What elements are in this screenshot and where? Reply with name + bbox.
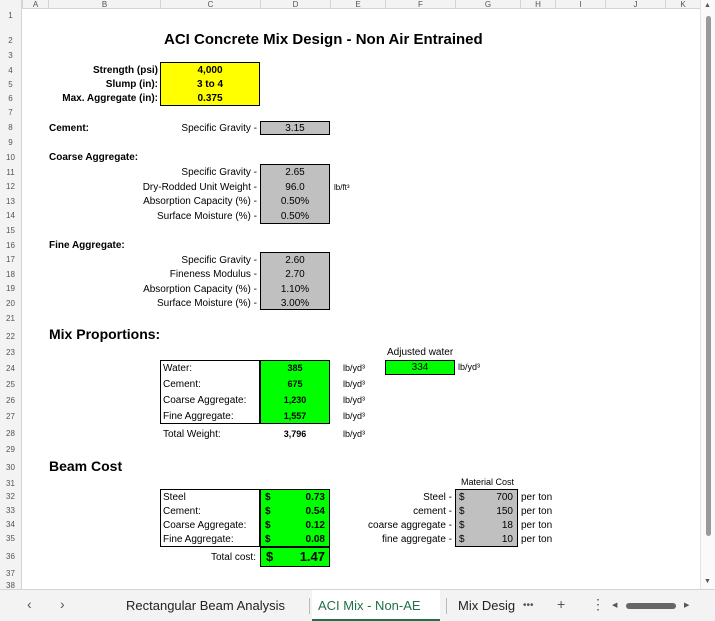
material-currency: $ bbox=[459, 492, 465, 503]
row-header[interactable]: 6 bbox=[8, 94, 13, 103]
column-header-f[interactable]: F bbox=[385, 0, 455, 9]
horizontal-scrollbar[interactable] bbox=[612, 601, 692, 610]
strength-value-cell[interactable]: 4,000 bbox=[197, 65, 223, 76]
fine-value-cell[interactable]: 2.70 bbox=[285, 269, 305, 280]
coarse-value-cell[interactable]: 0.50% bbox=[280, 211, 310, 222]
beam-row-label[interactable]: Fine Aggregate: bbox=[163, 534, 234, 545]
scroll-right-icon[interactable]: ▶ bbox=[684, 602, 690, 609]
fine-value-cell[interactable]: 1.10% bbox=[280, 284, 310, 295]
total-cost-value[interactable]: 1.47 bbox=[299, 549, 325, 564]
row-header[interactable]: 15 bbox=[6, 226, 15, 235]
tab-separator bbox=[446, 598, 447, 614]
material-value[interactable]: 10 bbox=[501, 534, 513, 545]
beam-row-value[interactable]: 0.73 bbox=[305, 492, 325, 503]
max-aggregate-label[interactable]: Max. Aggregate (in): bbox=[62, 93, 158, 104]
mix-row-unit[interactable]: lb/yd³ bbox=[343, 395, 366, 405]
beam-cost-heading[interactable]: Beam Cost bbox=[49, 458, 123, 474]
column-header-g[interactable]: G bbox=[455, 0, 520, 9]
scroll-up-icon[interactable]: ▲ bbox=[704, 2, 711, 9]
fine-label[interactable]: Fineness Modulus - bbox=[169, 269, 257, 280]
column-header-j[interactable]: J bbox=[605, 0, 665, 9]
beam-row-label[interactable]: Coarse Aggregate: bbox=[163, 520, 247, 531]
material-unit[interactable]: per ton bbox=[521, 534, 553, 545]
coarse-value-cell[interactable]: 2.65 bbox=[285, 167, 305, 178]
column-header-d[interactable]: D bbox=[260, 0, 330, 9]
row-header[interactable]: 34 bbox=[6, 520, 15, 529]
row-header[interactable]: 29 bbox=[6, 445, 15, 454]
row-header[interactable]: 11 bbox=[6, 168, 15, 177]
row-header[interactable]: 14 bbox=[6, 211, 15, 220]
coarse-label[interactable]: Surface Moisture (%) - bbox=[156, 211, 257, 222]
beam-row-value[interactable]: 0.08 bbox=[305, 534, 325, 545]
column-header-bar bbox=[0, 0, 700, 9]
row-header[interactable]: 35 bbox=[6, 534, 15, 543]
mix-row-value[interactable]: 1,557 bbox=[283, 411, 307, 421]
beam-row-currency: $ bbox=[265, 506, 271, 517]
material-label[interactable]: cement - bbox=[413, 506, 452, 517]
row-header[interactable]: 20 bbox=[6, 299, 15, 308]
row-header[interactable]: 16 bbox=[6, 241, 15, 250]
coarse-label[interactable]: Specific Gravity - bbox=[181, 167, 257, 178]
previous-sheet-icon[interactable]: ‹ bbox=[27, 596, 32, 612]
column-header-e[interactable]: E bbox=[330, 0, 385, 9]
beam-row-currency: $ bbox=[265, 534, 271, 545]
row-header[interactable]: 32 bbox=[6, 492, 15, 501]
row-header[interactable]: 8 bbox=[8, 123, 13, 132]
mix-row-label[interactable]: Fine Aggregate: bbox=[163, 411, 234, 422]
tab-aci-mix-non-ae[interactable]: ACI Mix - Non-AE bbox=[312, 590, 440, 621]
fine-label[interactable]: Specific Gravity - bbox=[181, 255, 257, 266]
column-header-a[interactable]: A bbox=[22, 0, 48, 9]
mix-row-label[interactable]: Coarse Aggregate: bbox=[163, 395, 247, 406]
material-label[interactable]: Steel - bbox=[423, 492, 452, 503]
coarse-label[interactable]: Absorption Capacity (%) - bbox=[143, 196, 257, 207]
mix-row-value[interactable]: 385 bbox=[287, 363, 303, 373]
tab-menu-icon[interactable]: ⋮ bbox=[591, 596, 605, 612]
row-header[interactable]: 19 bbox=[6, 284, 15, 293]
coarse-aggregate-heading[interactable]: Coarse Aggregate: bbox=[49, 152, 139, 163]
fine-label[interactable]: Absorption Capacity (%) - bbox=[143, 284, 257, 295]
material-value[interactable]: 700 bbox=[496, 492, 513, 503]
more-sheets-icon[interactable]: ••• bbox=[523, 600, 534, 611]
material-unit[interactable]: per ton bbox=[521, 506, 553, 517]
column-header-b[interactable]: B bbox=[48, 0, 160, 9]
coarse-value-cell[interactable]: 0.50% bbox=[280, 196, 310, 207]
row-header[interactable]: 28 bbox=[6, 429, 15, 438]
max-aggregate-value-cell[interactable]: 0.375 bbox=[197, 93, 223, 104]
row-header[interactable]: 30 bbox=[6, 463, 15, 472]
row-header[interactable]: 7 bbox=[8, 108, 13, 117]
row-header[interactable]: 33 bbox=[6, 506, 15, 515]
next-sheet-icon[interactable]: › bbox=[60, 596, 65, 612]
slump-label[interactable]: Slump (in): bbox=[105, 79, 158, 90]
row-header[interactable]: 23 bbox=[6, 348, 15, 357]
row-header[interactable]: 3 bbox=[8, 51, 13, 60]
mix-row-label[interactable]: Cement: bbox=[163, 379, 201, 390]
row-header[interactable]: 10 bbox=[6, 153, 15, 162]
row-header[interactable]: 13 bbox=[6, 197, 15, 206]
scroll-left-icon[interactable]: ◀ bbox=[612, 602, 618, 609]
mix-row-unit[interactable]: lb/yd³ bbox=[343, 379, 366, 389]
add-sheet-icon[interactable]: + bbox=[557, 596, 566, 612]
coarse-label[interactable]: Dry-Rodded Unit Weight - bbox=[142, 182, 257, 193]
material-unit[interactable]: per ton bbox=[521, 492, 553, 503]
total-cost-currency: $ bbox=[266, 549, 274, 564]
row-header[interactable]: 36 bbox=[6, 552, 15, 561]
unit-weight-unit[interactable]: lb/ft³ bbox=[334, 183, 350, 192]
row-header[interactable]: 27 bbox=[6, 412, 15, 421]
material-currency: $ bbox=[459, 534, 465, 545]
row-header[interactable]: 25 bbox=[6, 380, 15, 389]
row-header[interactable]: 18 bbox=[6, 270, 15, 279]
row-header[interactable]: 37 bbox=[6, 569, 15, 578]
sheet-tab-bar bbox=[0, 589, 715, 621]
vertical-scrollbar[interactable] bbox=[700, 0, 715, 589]
column-header-c[interactable]: C bbox=[160, 0, 260, 9]
material-label[interactable]: coarse aggregate - bbox=[368, 520, 452, 531]
horizontal-scroll-thumb[interactable] bbox=[626, 603, 676, 609]
row-header[interactable]: 5 bbox=[8, 80, 13, 89]
row-header[interactable]: 38 bbox=[6, 581, 15, 589]
coarse-value-cell[interactable]: 96.0 bbox=[285, 182, 305, 193]
row-header[interactable]: 21 bbox=[6, 314, 15, 323]
row-header[interactable]: 2 bbox=[8, 36, 13, 45]
row-header[interactable]: 17 bbox=[6, 255, 15, 264]
total-cost-label[interactable]: Total cost: bbox=[210, 552, 256, 563]
fine-aggregate-heading[interactable]: Fine Aggregate: bbox=[49, 240, 125, 251]
fine-label[interactable]: Surface Moisture (%) - bbox=[156, 298, 257, 309]
adjusted-water-label[interactable]: Adjusted water bbox=[387, 347, 454, 358]
row-header[interactable]: 31 bbox=[6, 479, 15, 488]
material-cost-heading[interactable]: Material Cost bbox=[460, 477, 514, 487]
total-weight-label[interactable]: Total Weight: bbox=[163, 429, 221, 440]
mix-proportions-heading[interactable]: Mix Proportions: bbox=[49, 326, 161, 342]
beam-row-value[interactable]: 0.12 bbox=[305, 520, 325, 531]
fine-value-cell[interactable]: 2.60 bbox=[285, 255, 305, 266]
slump-value-cell[interactable]: 3 to 4 bbox=[196, 79, 224, 90]
total-weight-value[interactable]: 3,796 bbox=[283, 429, 307, 439]
tab-mix-design[interactable]: Mix Desig bbox=[458, 598, 516, 613]
material-unit[interactable]: per ton bbox=[521, 520, 553, 531]
column-header-h[interactable]: H bbox=[520, 0, 555, 9]
sheet-title[interactable]: ACI Concrete Mix Design - Non Air Entrained bbox=[164, 31, 483, 48]
fine-value-cell[interactable]: 3.00% bbox=[280, 298, 310, 309]
row-header[interactable]: 4 bbox=[8, 66, 13, 75]
row-header[interactable]: 22 bbox=[6, 332, 15, 341]
material-value[interactable]: 18 bbox=[501, 520, 513, 531]
beam-row-label[interactable]: Cement: bbox=[163, 506, 201, 517]
scroll-down-icon[interactable]: ▼ bbox=[704, 578, 711, 585]
mix-row-unit[interactable]: lb/yd³ bbox=[343, 363, 366, 373]
column-header-k[interactable]: K bbox=[665, 0, 700, 9]
material-value[interactable]: 150 bbox=[496, 506, 513, 517]
select-all-corner[interactable] bbox=[0, 0, 22, 9]
row-header-bar bbox=[0, 9, 22, 589]
vertical-scroll-thumb[interactable] bbox=[706, 16, 711, 536]
row-header[interactable]: 9 bbox=[8, 138, 13, 147]
adjusted-water-cell[interactable]: 334 bbox=[385, 360, 455, 375]
beam-row-currency: $ bbox=[265, 520, 271, 531]
beam-row-currency: $ bbox=[265, 492, 271, 503]
cement-sg-cell[interactable]: 3.15 bbox=[260, 121, 330, 135]
adjusted-water-unit[interactable]: lb/yd³ bbox=[458, 362, 481, 372]
material-currency: $ bbox=[459, 506, 465, 517]
tab-rectangular-beam-analysis[interactable]: Rectangular Beam Analysis bbox=[126, 598, 285, 613]
row-header[interactable]: 1 bbox=[8, 11, 13, 20]
mix-row-value[interactable]: 675 bbox=[287, 379, 303, 389]
beam-row-value[interactable]: 0.54 bbox=[305, 506, 325, 517]
material-label[interactable]: fine aggregate - bbox=[381, 534, 452, 545]
total-weight-unit[interactable]: lb/yd³ bbox=[343, 429, 366, 439]
material-currency: $ bbox=[459, 520, 465, 531]
beam-row-label[interactable]: Steel bbox=[163, 492, 186, 503]
strength-label[interactable]: Strength (psi) bbox=[93, 65, 158, 76]
row-header[interactable]: 12 bbox=[6, 182, 15, 191]
mix-row-label[interactable]: Water: bbox=[163, 363, 193, 374]
cement-sg-label[interactable]: Specific Gravity - bbox=[181, 123, 257, 134]
mix-row-value[interactable]: 1,230 bbox=[283, 395, 307, 405]
row-header[interactable]: 26 bbox=[6, 396, 15, 405]
mix-row-unit[interactable]: lb/yd³ bbox=[343, 411, 366, 421]
column-header-i[interactable]: I bbox=[555, 0, 605, 9]
row-header[interactable]: 24 bbox=[6, 364, 15, 373]
tab-separator bbox=[309, 598, 310, 614]
cement-heading[interactable]: Cement: bbox=[49, 123, 90, 134]
